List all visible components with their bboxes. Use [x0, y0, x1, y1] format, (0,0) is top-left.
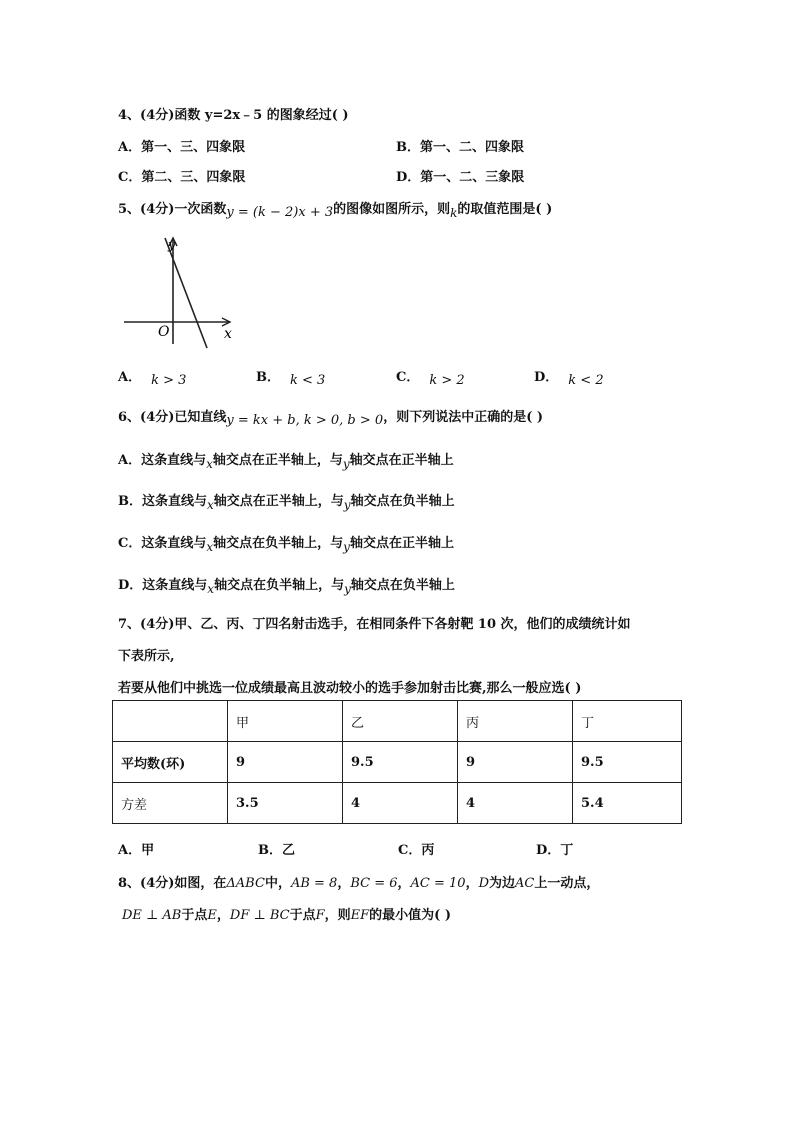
q5-option-b-letter: B． — [256, 370, 280, 385]
q5-graph — [118, 232, 248, 352]
q8-text: ， — [397, 876, 411, 891]
q6-option-a — [118, 449, 454, 471]
q8-text: ， — [465, 876, 479, 891]
q8-text: ， — [337, 876, 351, 891]
q8-text: 于点 — [289, 908, 316, 923]
table-cell: 9 — [458, 742, 573, 783]
q8-ac: AC = 10 — [410, 876, 466, 891]
q7-stem-line2: 下表所示, — [118, 649, 175, 664]
table-cell: 9 — [228, 742, 343, 783]
q4-option-a: A．第一、三、四象限 — [118, 140, 246, 155]
q6-formula: y = kx + b, k > 0, b > 0 — [226, 413, 384, 428]
table-header-cell: 丙 — [458, 701, 573, 742]
q5-option-a-letter: A． — [118, 370, 142, 385]
q7-score-table — [112, 700, 682, 824]
q6-option-a-mid2: 轴交点在正半轴上 — [349, 453, 454, 468]
q6-option-d — [118, 574, 455, 596]
q7-option-b: B．乙 — [258, 843, 295, 858]
q8-e: E — [207, 908, 217, 923]
q5-stem — [118, 198, 553, 220]
q6-option-d-y: y — [344, 582, 351, 596]
q8-de: DE ⊥ AB — [122, 908, 182, 923]
q8-stem-line2 — [122, 904, 451, 923]
q8-f: F — [315, 908, 325, 923]
q6-option-d-mid2: 轴交点在负半轴上 — [350, 578, 455, 593]
q7-option-c: C．丙 — [398, 843, 435, 858]
q5-graph-y-label: y — [168, 238, 176, 253]
q6-option-b-mid1: 轴交点在正半轴上，与 — [213, 494, 344, 509]
table-row — [113, 783, 682, 824]
q6-option-b-x: x — [207, 498, 214, 512]
q5-option-c-letter: C． — [396, 370, 420, 385]
q5-graph-function-line — [165, 238, 207, 348]
q6-option-d-mid1: 轴交点在负半轴上，与 — [214, 578, 345, 593]
q4-option-c: C．第二、三、四象限 — [118, 170, 246, 185]
q5-option-c-expr: k > 2 — [429, 373, 465, 388]
q6-option-c-mid1: 轴交点在负半轴上，与 — [213, 536, 344, 551]
q6-option-d-x: x — [207, 582, 215, 596]
q6-option-c-y: y — [343, 540, 350, 554]
q8-ab: AB = 8 — [290, 876, 338, 891]
table-header-cell: 甲 — [228, 701, 343, 742]
q7-option-d: D．丁 — [536, 843, 574, 858]
q6-option-b-lead: B．这条直线与 — [118, 494, 207, 509]
q5-stem-after: 的取值范围是( ) — [457, 202, 553, 217]
table-header-row — [113, 701, 682, 742]
table-header-cell: 乙 — [343, 701, 458, 742]
q8-text: 于点 — [181, 908, 208, 923]
q6-option-c — [118, 532, 454, 554]
table-cell: 3.5 — [228, 783, 343, 824]
q6-option-b-y: y — [343, 498, 351, 512]
q8-bc: BC = 6 — [350, 876, 398, 891]
q5-stem-before: 5、(4分)一次函数 — [118, 202, 227, 217]
q8-ef: EF — [350, 908, 370, 923]
q8-text: 上一动点， — [534, 876, 600, 891]
q6-option-a-y: y — [342, 457, 350, 471]
q5-option-c — [396, 366, 465, 388]
table-cell: 4 — [458, 783, 573, 824]
table-cell: 平均数(环) — [113, 742, 228, 783]
q6-option-a-mid1: 轴交点在正半轴上，与 — [212, 453, 343, 468]
q6-stem-before: 6、(4分)已知直线 — [118, 410, 227, 425]
q7-stem-line3: 若要从他们中挑选一位成绩最高且波动较小的选手参加射击比赛,那么一般应选( ) — [118, 681, 582, 696]
q4-option-b: B．第一、二、四象限 — [396, 140, 524, 155]
q6-option-a-lead: A．这条直线与 — [118, 453, 207, 468]
q8-text: ，则 — [324, 908, 351, 923]
table-cell: 9.5 — [343, 742, 458, 783]
table-header-cell — [113, 701, 228, 742]
q5-graph-origin-label: O — [158, 324, 170, 340]
q8-text: ， — [216, 908, 230, 923]
q6-option-c-x: x — [206, 540, 214, 554]
q8-text: 为边 — [489, 876, 516, 891]
q6-option-b — [118, 490, 455, 512]
q5-formula: y = (k − 2)x + 3 — [226, 205, 334, 220]
q6-option-b-mid2: 轴交点在负半轴上 — [350, 494, 455, 509]
q6-option-d-lead: D．这条直线与 — [118, 578, 208, 593]
q8-text: 8、(4分)如图，在 — [118, 876, 227, 891]
q4-option-d: D．第一、二、三象限 — [396, 170, 525, 185]
q5-option-b — [256, 366, 326, 388]
table-cell: 9.5 — [573, 742, 682, 783]
q4-stem: 4、(4分)函数 y=2x﹣5 的图象经过( ) — [118, 108, 349, 123]
q6-option-c-lead: C．这条直线与 — [118, 536, 207, 551]
q8-triangle: ΔABC — [226, 876, 265, 891]
q7-stem-line1: 7、(4分)甲、乙、丙、丁四名射击选手，在相同条件下各射靶 10 次，他们的成绩统计如 — [118, 617, 631, 632]
q8-df: DF ⊥ BC — [229, 908, 290, 923]
q7-option-a: A．甲 — [118, 843, 155, 858]
q8-ac2: AC — [515, 876, 535, 891]
q5-option-b-expr: k < 3 — [290, 373, 326, 388]
q5-option-a — [118, 366, 187, 388]
q5-option-d — [534, 366, 604, 388]
q6-stem — [118, 406, 544, 428]
q5-stem-mid: 的图像如图所示，则 — [333, 202, 451, 217]
q5-graph-x-label: x — [224, 326, 232, 342]
table-cell: 方差 — [113, 783, 228, 824]
q6-stem-after: ，则下列说法中正确的是( ) — [383, 410, 544, 425]
q8-text: 中， — [264, 876, 291, 891]
q6-option-c-mid2: 轴交点在正半轴上 — [349, 536, 454, 551]
q5-option-d-letter: D． — [534, 370, 559, 385]
table-row — [113, 742, 682, 783]
q8-text: 的最小值为( ) — [369, 908, 451, 923]
table-header-cell: 丁 — [573, 701, 682, 742]
q8-stem-line1 — [118, 872, 599, 891]
q5-option-d-expr: k < 2 — [568, 373, 604, 388]
q5-option-a-expr: k > 3 — [151, 373, 187, 388]
table-cell: 4 — [343, 783, 458, 824]
q6-option-a-x: x — [206, 457, 213, 471]
table-cell: 5.4 — [573, 783, 682, 824]
q5-var-k: k — [450, 206, 458, 220]
q8-d: D — [478, 876, 490, 891]
